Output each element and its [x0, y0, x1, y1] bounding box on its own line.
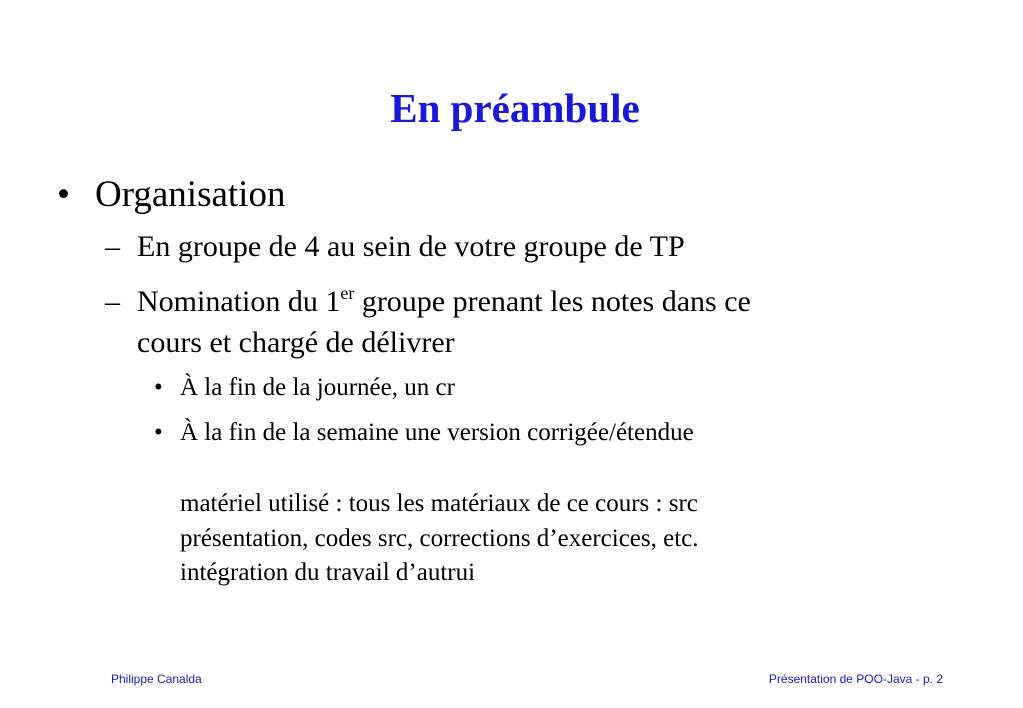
bullet-dot: • — [154, 419, 163, 446]
footer-page-label: Présentation de POO-Java - p. 2 — [768, 672, 943, 686]
bullet-dot: • — [57, 174, 70, 215]
note-line: présentation, codes src, corrections d’exercices, etc. — [180, 524, 699, 552]
ordinal-superscript: er — [340, 283, 355, 303]
sub-item-label-end: groupe prenant les notes dans ce — [354, 285, 751, 318]
sub-item-continuation: cours et chargé de délivrer — [137, 326, 455, 359]
dash-marker: – — [105, 230, 120, 263]
sub-sub-item-journee — [154, 371, 455, 405]
bullet-label: Organisation — [95, 174, 286, 215]
sub-sub-item-label: À la fin de la journée, un cr — [180, 374, 455, 401]
sub-item-label-start: Nomination du 1 — [137, 285, 341, 318]
sub-item-nomination — [105, 281, 751, 363]
notes-block — [180, 487, 699, 591]
dash-marker: – — [105, 285, 120, 318]
note-line: matériel utilisé : tous les matériaux de ce cours : src — [180, 490, 698, 517]
footer-author: Philippe Canalda — [111, 672, 202, 686]
sub-sub-item-semaine — [154, 416, 694, 450]
sub-item-groupe — [105, 226, 685, 267]
bullet-dot: • — [154, 374, 163, 401]
slide-title: En préambule — [390, 85, 640, 131]
sub-sub-item-label: À la fin de la semaine une version corrigée/étendue — [180, 419, 694, 446]
sub-item-label: En groupe de 4 au sein de votre groupe de TP — [137, 230, 685, 263]
bullet-organisation — [57, 173, 285, 217]
note-line: intégration du travail d’autrui — [180, 559, 476, 586]
